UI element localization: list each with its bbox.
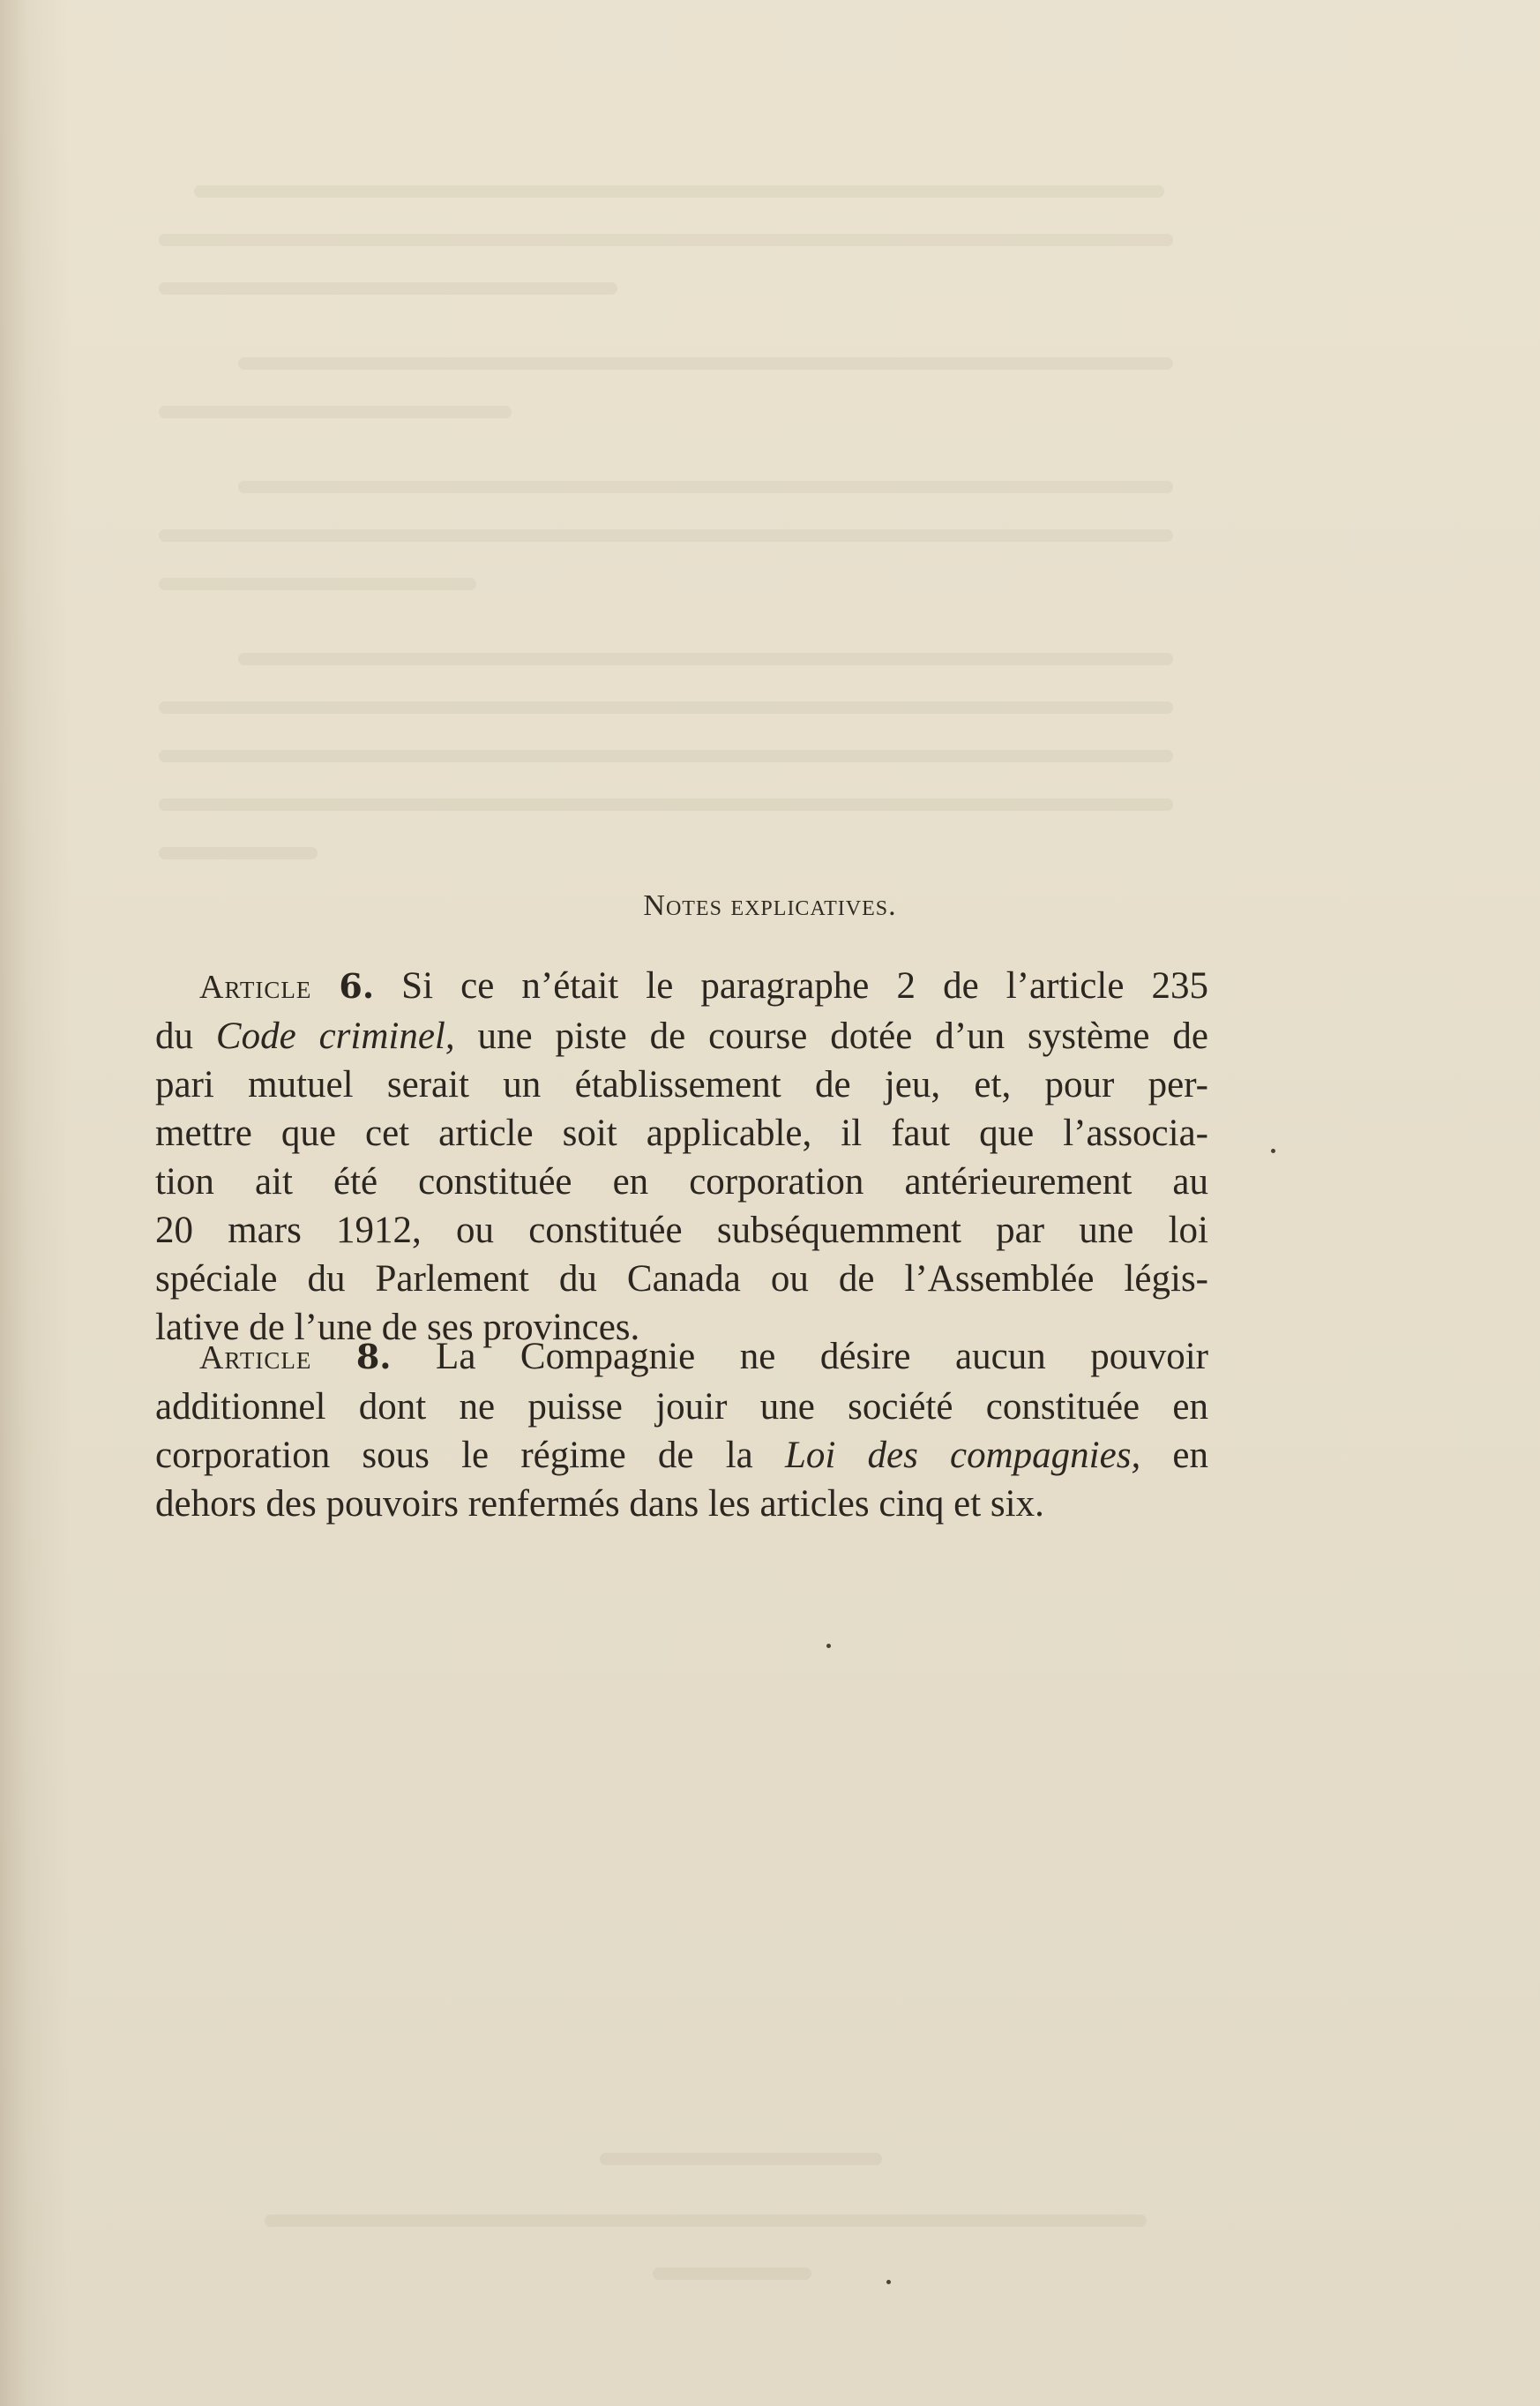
- article-8-loi-des-compagnies: Loi des compagnies,: [784, 1435, 1141, 1476]
- paper-speck: [826, 1644, 831, 1648]
- article-6-line-2a: du: [155, 1016, 193, 1057]
- article-8-label: Article: [199, 1339, 312, 1376]
- article-6-line-4: mettre que cet article soit applicable, il faut que l’associa-: [155, 1113, 1208, 1154]
- article-6-line-6: 20 mars 1912, ou constituée subséquemment par une loi: [155, 1210, 1208, 1251]
- article-6-line-3: pari mutuel serait un établissement de jeu, et, pour per-: [155, 1064, 1208, 1106]
- article-6-line-2b: une piste de course dotée d’un système de: [477, 1016, 1208, 1057]
- article-6-line-1: Si ce n’était le paragraphe 2 de l’article 235: [401, 965, 1209, 1007]
- article-6-line-8: lative de l’une de ses provinces.: [155, 1307, 640, 1348]
- article-8-line-1: La Compagnie ne désire aucun pouvoir: [436, 1336, 1208, 1377]
- article-8-number: 8.: [355, 1337, 392, 1376]
- article-6-number: 6.: [339, 966, 375, 1006]
- article-6-paragraph: [155, 962, 1208, 1352]
- article-8-line-2: additionnel dont ne puisse jouir une société constituée en: [155, 1386, 1208, 1428]
- article-6-label: Article: [199, 969, 312, 1006]
- article-8-line-4: dehors des pouvoirs renfermés dans les articles cinq et six.: [155, 1483, 1044, 1525]
- article-6-line-5: tion ait été constituée en corporation antérieurement au: [155, 1161, 1208, 1203]
- paper-speck: [886, 2280, 891, 2284]
- paper-speck: [1271, 1149, 1275, 1153]
- article-8-line-3b: en: [1172, 1435, 1209, 1476]
- section-heading: Notes explicatives.: [643, 889, 897, 922]
- article-8-line-3a: corporation sous le régime de la: [155, 1435, 753, 1476]
- article-6-code-criminel: Code criminel,: [215, 1016, 455, 1057]
- article-6-line-7: spéciale du Parlement du Canada ou de l’Assemblée légis-: [155, 1258, 1208, 1300]
- article-8-paragraph: [155, 1332, 1208, 1528]
